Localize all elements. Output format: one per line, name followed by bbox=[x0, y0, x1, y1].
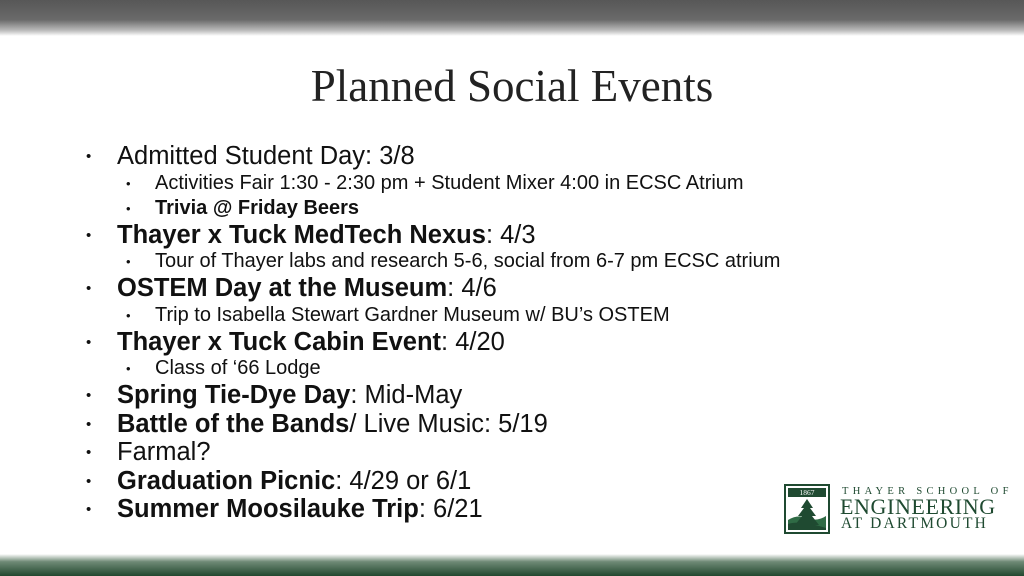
bullet-farmal bbox=[84, 438, 964, 467]
sub-bullet-text: Activities Fair 1:30 - 2:30 pm + Student Mixer 4:00 in ECSC Atrium bbox=[155, 171, 744, 194]
sub-bullet-dot: • bbox=[126, 361, 131, 376]
thayer-school-logo bbox=[784, 484, 1012, 536]
bullet-bold-text: OSTEM Day at the Museum bbox=[117, 274, 448, 302]
bullet-bold-text: Thayer x Tuck Cabin Event bbox=[117, 327, 442, 356]
bullet-bold-text: Summer Moosilauke Trip bbox=[117, 495, 419, 523]
sub-bullet-text: Trivia @ Friday Beers bbox=[155, 196, 360, 219]
sub-bullet-activities-fair bbox=[84, 171, 964, 196]
pine-tree-shield-icon bbox=[784, 484, 830, 534]
top-header-band bbox=[0, 0, 1024, 36]
sub-bullet-dot: • bbox=[126, 307, 131, 323]
bullet-dot: • bbox=[86, 280, 92, 297]
bullet-text: : 4/20 bbox=[441, 327, 505, 356]
sub-bullet-lab-tour bbox=[84, 249, 964, 274]
bullet-bold-text: Graduation Picnic bbox=[117, 466, 336, 495]
bullet-ostem-day bbox=[84, 274, 964, 303]
sub-bullet-text: Tour of Thayer labs and research 5-6, social from 6-7 pm ECSC atrium bbox=[155, 250, 781, 272]
logo-line-3: AT DARTMOUTH bbox=[841, 515, 989, 532]
sub-bullet-text: Class of ‘66 Lodge bbox=[155, 357, 321, 379]
bullet-admitted-student-day bbox=[84, 142, 964, 171]
bullet-dot: • bbox=[86, 472, 92, 490]
bullet-text: : 4/6 bbox=[447, 274, 497, 302]
bullet-dot: • bbox=[86, 444, 92, 461]
bullet-dot: • bbox=[86, 333, 92, 351]
bullet-medtech-nexus bbox=[84, 221, 964, 250]
sub-bullet-dot: • bbox=[126, 200, 131, 216]
sub-bullet-lodge bbox=[84, 356, 964, 381]
bullet-bold-text: Thayer x Tuck MedTech Nexus bbox=[117, 220, 486, 249]
bullet-text: : 6/21 bbox=[418, 495, 483, 523]
bullet-battle-of-bands bbox=[84, 410, 964, 439]
bullet-text: : 4/29 or 6/1 bbox=[335, 466, 472, 495]
bullet-tie-dye-day bbox=[84, 381, 964, 410]
bullet-text: / Live Music: 5/19 bbox=[349, 409, 548, 438]
bullet-dot: • bbox=[86, 415, 92, 433]
bullet-dot: • bbox=[86, 226, 92, 244]
bullet-dot: • bbox=[86, 148, 92, 165]
bullet-text: : 4/3 bbox=[485, 220, 536, 249]
bullet-cabin-event bbox=[84, 328, 964, 357]
logo-line-1: THAYER SCHOOL OF bbox=[842, 486, 1013, 497]
logo-line-2: ENGINEERING bbox=[840, 494, 996, 519]
sub-bullet-dot: • bbox=[126, 175, 131, 191]
logo-year: 1867 bbox=[799, 488, 815, 498]
bullet-bold-text: Battle of the Bands bbox=[117, 409, 350, 438]
sub-bullet-dot: • bbox=[126, 254, 131, 269]
sub-bullet-text: Trip to Isabella Stewart Gardner Museum w/ BU’s OSTEM bbox=[155, 303, 670, 326]
sub-bullet-trivia bbox=[84, 196, 964, 221]
bullet-list bbox=[84, 142, 964, 524]
bullet-dot: • bbox=[86, 387, 92, 404]
sub-bullet-gardner-trip bbox=[84, 303, 964, 328]
bullet-bold-text: Spring Tie-Dye Day bbox=[117, 381, 351, 409]
bullet-text: Farmal? bbox=[117, 438, 211, 466]
bullet-dot: • bbox=[86, 501, 92, 518]
bottom-footer-band bbox=[0, 554, 1024, 576]
bullet-text: : Mid-May bbox=[350, 381, 463, 409]
bullet-text: Admitted Student Day: 3/8 bbox=[117, 142, 415, 170]
slide-title: Planned Social Events bbox=[310, 61, 714, 111]
